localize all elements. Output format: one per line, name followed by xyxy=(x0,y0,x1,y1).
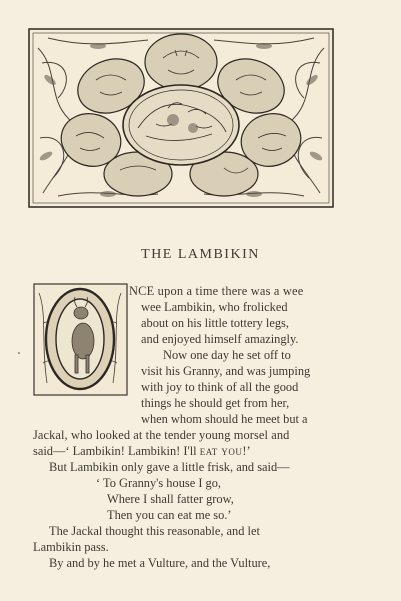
ink-speck xyxy=(18,352,20,354)
text-line: about on his little tottery legs, xyxy=(141,316,289,330)
text-line: By and by he met a Vulture, and the Vulture, xyxy=(49,556,271,570)
text-line: Lambikin pass. xyxy=(33,540,109,554)
speech-text: said—‘ Lambikin! Lambikin! I'll xyxy=(33,444,200,458)
animals-headpiece-illustration xyxy=(28,28,334,208)
text-line: But Lambikin only gave a little frisk, and said— xyxy=(49,460,290,474)
verse-line: Then you can eat me so.’ xyxy=(107,508,232,522)
lamb-drop-cap-icon xyxy=(33,283,128,396)
speech-end: !’ xyxy=(242,444,251,458)
text-line: when whom should he meet but a xyxy=(141,412,308,426)
text-line: things he should get from her, xyxy=(141,396,290,410)
story-title: THE LAMBIKIN xyxy=(141,247,260,262)
speech-emphasis: eat you xyxy=(199,444,243,458)
text-line: NCE upon a time there was a wee xyxy=(129,284,304,298)
verse-line: Where I shall fatter grow, xyxy=(107,492,234,506)
text-line: wee Lambikin, who frolicked xyxy=(141,300,288,314)
text-line: with joy to think of all the good xyxy=(141,380,299,394)
verse-line: ‘ To Granny's house I go, xyxy=(96,476,222,490)
text-line: and enjoyed himself amazingly. xyxy=(141,332,299,346)
text-line: Jackal, who looked at the tender young morsel and xyxy=(33,428,290,442)
text-line: Now one day he set off to xyxy=(163,348,291,362)
text-line: The Jackal thought this reasonable, and let xyxy=(49,524,260,538)
text-line xyxy=(33,443,251,459)
text-line: visit his Granny, and was jumping xyxy=(141,364,311,378)
